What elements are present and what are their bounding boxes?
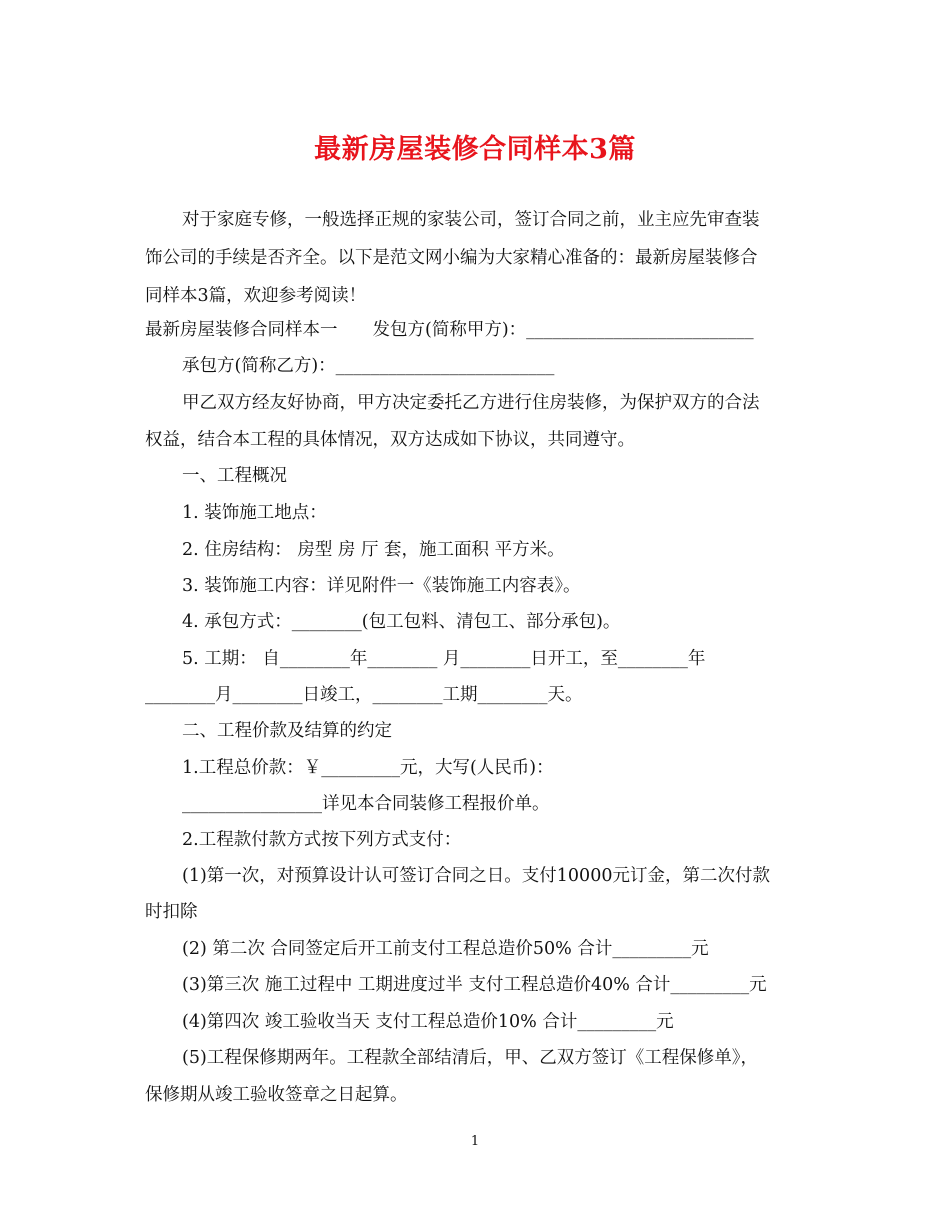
- list-item: (5)工程保修期两年。工程款全部结清后，甲、乙双方签订《工程保修单》，: [182, 1048, 759, 1068]
- section-heading: 一、工程概况: [182, 466, 287, 486]
- list-item: 1. 装饰施工地点：: [182, 503, 327, 523]
- body-line: 同样本3篇，欢迎参考阅读！: [145, 286, 367, 306]
- body-line: 承包方(简称乙方)：_________________________: [182, 356, 555, 376]
- list-item: (1)第一次，对预算设计认可签订合同之日。支付10000元订金，第二次付款: [182, 866, 770, 886]
- body-line: 甲乙双方经友好协商，甲方决定委托乙方进行住房装修，为保护双方的合法: [182, 393, 760, 413]
- body-line: 时扣除: [145, 902, 198, 922]
- list-item: 1.工程总价款：￥_________元，大写(人民币)：: [182, 758, 554, 778]
- body-line: 饰公司的手续是否齐全。以下是范文网小编为大家精心准备的：最新房屋装修合: [145, 248, 758, 268]
- page-number: 1: [470, 1134, 480, 1149]
- body-line: 权益，结合本工程的具体情况，双方达成如下协议，共同遵守。: [145, 430, 635, 450]
- list-item: 2. 住房结构： 房型 房 厅 套，施工面积 平方米。: [182, 540, 565, 560]
- document-title: 最新房屋装修合同样本3篇: [314, 134, 636, 165]
- body-line: ________________详见本合同装修工程报价单。: [182, 794, 550, 814]
- body-line: 保修期从竣工验收签章之日起算。: [145, 1085, 408, 1105]
- list-item: 3. 装饰施工内容：详见附件一《装饰施工内容表》。: [182, 576, 581, 596]
- list-item: (3)第三次 施工过程中 工期进度过半 支付工程总造价40% 合计_________元: [182, 975, 767, 995]
- body-line: 最新房屋装修合同样本一 发包方(简称甲方)：__________________________: [145, 320, 754, 340]
- section-heading: 二、工程价款及结算的约定: [182, 721, 392, 741]
- list-item: 4. 承包方式：________(包工包料、清包工、部分承包)。: [182, 612, 621, 632]
- body-line: 对于家庭专修，一般选择正规的家装公司，签订合同之前，业主应先审查装: [182, 210, 760, 230]
- list-item: (4)第四次 竣工验收当天 支付工程总造价10% 合计_________元: [182, 1012, 674, 1032]
- list-item: 2.工程款付款方式按下列方式支付：: [182, 830, 462, 850]
- body-line: ________月________日竣工，________工期________天。: [145, 685, 583, 705]
- list-item: 5. 工期： 自________年________ 月________日开工，至________年: [182, 649, 706, 669]
- list-item: (2) 第二次 合同签定后开工前支付工程总造价50% 合计_________元: [182, 939, 709, 959]
